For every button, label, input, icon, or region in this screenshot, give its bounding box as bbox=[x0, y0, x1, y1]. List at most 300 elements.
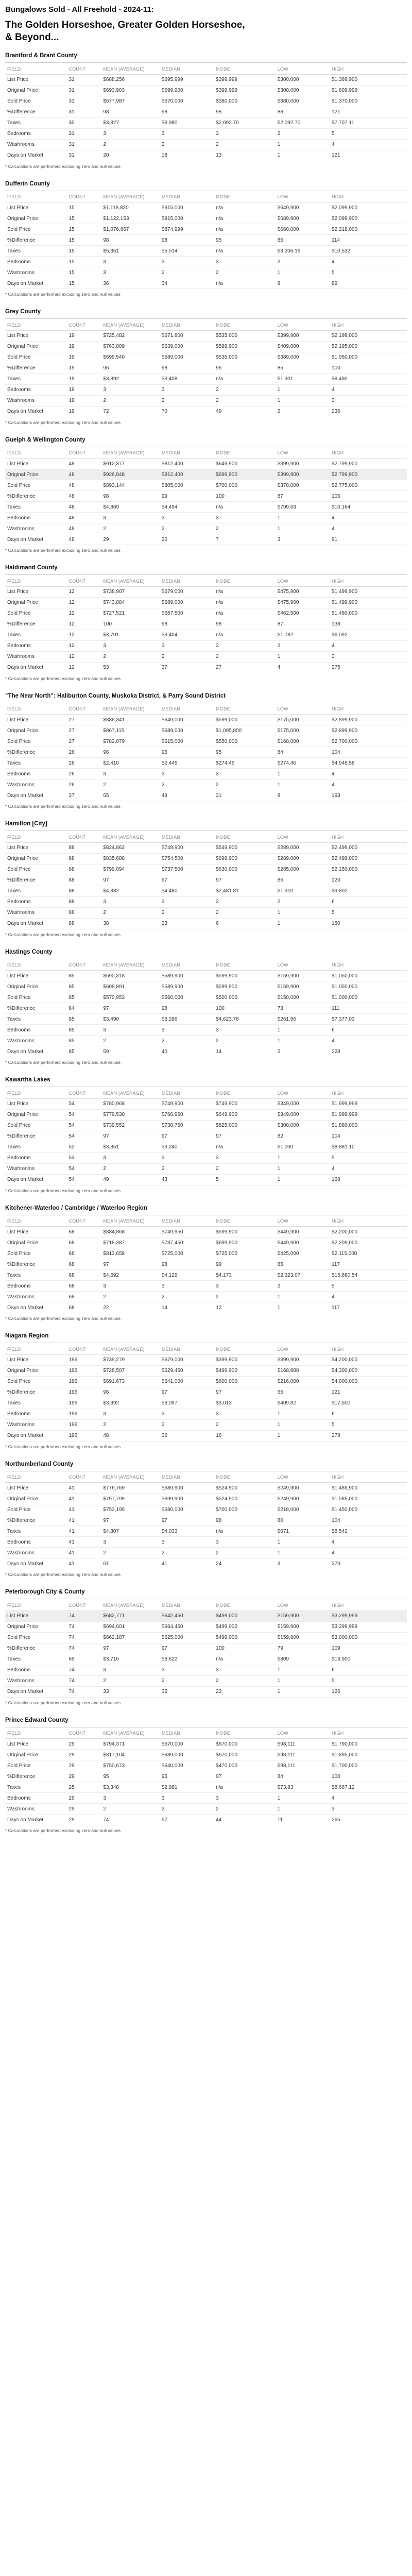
cell-mode: 3 bbox=[214, 1153, 276, 1163]
cell-count: 54 bbox=[67, 1120, 101, 1131]
column-header-high: HIGH bbox=[330, 320, 407, 330]
cell-low: 65 bbox=[276, 1387, 330, 1398]
cell-count: 27 bbox=[67, 725, 101, 736]
column-header-count: COUNT bbox=[67, 832, 101, 842]
cell-high: $13,900 bbox=[330, 1654, 407, 1665]
cell-count: 88 bbox=[67, 886, 101, 896]
cell-mode: 44 bbox=[214, 1815, 276, 1825]
cell-mean: $3,392 bbox=[101, 1398, 159, 1409]
table-row bbox=[5, 779, 407, 790]
cell-field: Taxes bbox=[5, 374, 67, 384]
cell-median: $664,450 bbox=[160, 1621, 214, 1632]
region-section bbox=[5, 436, 407, 553]
cell-mean: 2 bbox=[101, 139, 159, 150]
cell-field: Washrooms bbox=[5, 1675, 67, 1686]
cell-low: $289,000 bbox=[276, 842, 330, 853]
cell-mean: $718,387 bbox=[101, 1238, 159, 1248]
cell-mean: $694,601 bbox=[101, 1621, 159, 1632]
cell-count: 29 bbox=[67, 1804, 101, 1815]
column-header-mean: MEAN (AVERAGE) bbox=[101, 1728, 159, 1739]
cell-field: %Difference bbox=[5, 1771, 67, 1782]
cell-count: 31 bbox=[67, 85, 101, 96]
cell-field: Taxes bbox=[5, 246, 67, 257]
cell-median: 35 bbox=[160, 1686, 214, 1697]
cell-field: Washrooms bbox=[5, 1292, 67, 1302]
cell-high: $1,450,000 bbox=[330, 1504, 407, 1515]
cell-median: 3 bbox=[160, 384, 214, 395]
cell-low: 8 bbox=[276, 790, 330, 801]
cell-median: $670,000 bbox=[160, 1739, 214, 1750]
cell-count: 74 bbox=[67, 1686, 101, 1697]
table-row bbox=[5, 278, 407, 289]
cell-high: $10,164 bbox=[330, 502, 407, 513]
cell-high: $1,950,000 bbox=[330, 352, 407, 363]
cell-mode: $700,000 bbox=[214, 1504, 276, 1515]
cell-low: $809 bbox=[276, 1654, 330, 1665]
cell-high: 121 bbox=[330, 107, 407, 117]
cell-median: 70 bbox=[160, 406, 214, 417]
region-section bbox=[5, 1717, 407, 1834]
stats-table bbox=[5, 960, 407, 1058]
table-row bbox=[5, 1515, 407, 1526]
cell-mode: n/a bbox=[214, 608, 276, 619]
table-row bbox=[5, 491, 407, 502]
column-header-high: HIGH bbox=[330, 832, 407, 842]
cell-count: 41 bbox=[67, 1526, 101, 1537]
cell-high: 4 bbox=[330, 1793, 407, 1804]
cell-field: Original Price bbox=[5, 853, 67, 864]
table-row bbox=[5, 202, 407, 213]
stats-table bbox=[5, 192, 407, 290]
cell-low: $2,092.70 bbox=[276, 117, 330, 128]
cell-high: $7,377.03 bbox=[330, 1014, 407, 1025]
table-row bbox=[5, 1270, 407, 1281]
column-header-field: FIELD bbox=[5, 1472, 67, 1483]
cell-count: 12 bbox=[67, 608, 101, 619]
table-row bbox=[5, 150, 407, 161]
cell-high: $1,050,000 bbox=[330, 981, 407, 992]
cell-median: $641,000 bbox=[160, 1376, 214, 1387]
cell-high: 6 bbox=[330, 1025, 407, 1036]
table-row bbox=[5, 1611, 407, 1621]
region-section bbox=[5, 820, 407, 937]
cell-field: Bedrooms bbox=[5, 769, 67, 779]
cell-count: 85 bbox=[67, 1036, 101, 1046]
column-header-high: HIGH bbox=[330, 1728, 407, 1739]
column-header-count: COUNT bbox=[67, 320, 101, 330]
cell-field: Taxes bbox=[5, 886, 67, 896]
cell-mode: 3 bbox=[214, 1281, 276, 1292]
cell-mean: $3,701 bbox=[101, 630, 159, 640]
cell-median: $2,981 bbox=[160, 1782, 214, 1793]
table-row bbox=[5, 1292, 407, 1302]
cell-mode: 3 bbox=[214, 128, 276, 139]
footnote: * Calculations are performed excluding zero and null values bbox=[5, 931, 121, 937]
table-row bbox=[5, 1643, 407, 1654]
table-row bbox=[5, 1750, 407, 1760]
cell-mean: $570,953 bbox=[101, 992, 159, 1003]
region-section bbox=[5, 1461, 407, 1578]
cell-mean: 2 bbox=[101, 1419, 159, 1430]
table-row bbox=[5, 246, 407, 257]
cell-low: 1 bbox=[276, 779, 330, 790]
cell-low: 1 bbox=[276, 1036, 330, 1046]
cell-median: $749,900 bbox=[160, 842, 214, 853]
cell-field: Bedrooms bbox=[5, 257, 67, 267]
table-row bbox=[5, 502, 407, 513]
cell-high: $7,707.11 bbox=[330, 117, 407, 128]
cell-high: $8,881.10 bbox=[330, 1142, 407, 1153]
cell-median: $649,000 bbox=[160, 715, 214, 725]
cell-mode: 2 bbox=[214, 139, 276, 150]
cell-field: List Price bbox=[5, 1098, 67, 1109]
cell-count: 41 bbox=[67, 1515, 101, 1526]
cell-field: Days on Market bbox=[5, 662, 67, 673]
table-row bbox=[5, 224, 407, 235]
cell-field: Bedrooms bbox=[5, 128, 67, 139]
column-header-median: MEDIAN bbox=[160, 832, 214, 842]
cell-field: List Price bbox=[5, 74, 67, 85]
cell-high: $2,700,000 bbox=[330, 736, 407, 747]
cell-mean: $739,279 bbox=[101, 1354, 159, 1365]
cell-median: $730,750 bbox=[160, 1120, 214, 1131]
cell-low: 4 bbox=[276, 662, 330, 673]
region-title: Hamilton [City] bbox=[5, 820, 407, 831]
column-header-mode: MODE bbox=[214, 1472, 276, 1483]
cell-field: %Difference bbox=[5, 619, 67, 630]
cell-field: Washrooms bbox=[5, 395, 67, 406]
cell-low: 73 bbox=[276, 1003, 330, 1014]
table-row bbox=[5, 469, 407, 480]
cell-mode: n/a bbox=[214, 586, 276, 597]
cell-count: 26 bbox=[67, 779, 101, 790]
column-header-median: MEDIAN bbox=[160, 1600, 214, 1611]
table-header-row bbox=[5, 448, 407, 459]
region-title: Niagara Region bbox=[5, 1332, 407, 1343]
table-row bbox=[5, 1419, 407, 1430]
column-header-median: MEDIAN bbox=[160, 64, 214, 74]
cell-high: 4 bbox=[330, 1292, 407, 1302]
cell-count: 31 bbox=[67, 128, 101, 139]
cell-mean: $893,144 bbox=[101, 480, 159, 491]
cell-mean: $727,521 bbox=[101, 608, 159, 619]
cell-field: Bedrooms bbox=[5, 640, 67, 651]
footnote: * Calculations are performed excluding zero and null values bbox=[5, 163, 121, 169]
cell-count: 88 bbox=[67, 896, 101, 907]
cell-mean: $3,892 bbox=[101, 374, 159, 384]
region-sections bbox=[5, 52, 407, 1833]
cell-low: $399,900 bbox=[276, 459, 330, 469]
cell-low: 1 bbox=[276, 1686, 330, 1697]
cell-count: 54 bbox=[67, 1163, 101, 1174]
cell-field: Sold Price bbox=[5, 1248, 67, 1259]
cell-low: $399,900 bbox=[276, 330, 330, 341]
cell-mode: n/a bbox=[214, 374, 276, 384]
cell-count: 68 bbox=[67, 1270, 101, 1281]
cell-low: $380,000 bbox=[276, 96, 330, 107]
table-row bbox=[5, 597, 407, 608]
cell-count: 48 bbox=[67, 513, 101, 523]
cell-count: 31 bbox=[67, 150, 101, 161]
cell-median: $3,404 bbox=[160, 630, 214, 640]
cell-mode: $3,013 bbox=[214, 1398, 276, 1409]
cell-low: 1 bbox=[276, 1409, 330, 1419]
column-header-high: HIGH bbox=[330, 1216, 407, 1227]
cell-count: 48 bbox=[67, 459, 101, 469]
cell-high: $2,199,000 bbox=[330, 330, 407, 341]
cell-field: Bedrooms bbox=[5, 896, 67, 907]
cell-mode: n/a bbox=[214, 213, 276, 224]
cell-high: $6,092 bbox=[330, 630, 407, 640]
table-row bbox=[5, 886, 407, 896]
stats-table bbox=[5, 576, 407, 673]
cell-count: 12 bbox=[67, 651, 101, 662]
column-header-low: LOW bbox=[276, 192, 330, 202]
cell-field: List Price bbox=[5, 1739, 67, 1750]
cell-median: 2 bbox=[160, 907, 214, 918]
cell-mode: $700,000 bbox=[214, 480, 276, 491]
cell-median: 3 bbox=[160, 257, 214, 267]
table-row bbox=[5, 213, 407, 224]
cell-mode: 96 bbox=[214, 363, 276, 374]
cell-count: 74 bbox=[67, 1643, 101, 1654]
cell-mode: $599,000 bbox=[214, 715, 276, 725]
column-header-high: HIGH bbox=[330, 1472, 407, 1483]
cell-field: Original Price bbox=[5, 1109, 67, 1120]
cell-mean: 49 bbox=[101, 1174, 159, 1185]
cell-high: 5 bbox=[330, 1419, 407, 1430]
cell-low: 82 bbox=[276, 1131, 330, 1142]
stats-table bbox=[5, 1216, 407, 1314]
table-row bbox=[5, 459, 407, 469]
cell-median: 20 bbox=[160, 534, 214, 545]
cell-mode: $670,000 bbox=[214, 1739, 276, 1750]
cell-low: $475,900 bbox=[276, 586, 330, 597]
cell-high: 4 bbox=[330, 384, 407, 395]
cell-mode: n/a bbox=[214, 278, 276, 289]
table-row bbox=[5, 1537, 407, 1548]
cell-mode: 13 bbox=[214, 150, 276, 161]
cell-low: 1 bbox=[276, 395, 330, 406]
table-header-row bbox=[5, 1216, 407, 1227]
cell-high: $1,050,000 bbox=[330, 971, 407, 981]
cell-mode: 97 bbox=[214, 1387, 276, 1398]
cell-mean: $682,771 bbox=[101, 1611, 159, 1621]
cell-mode: $699,900 bbox=[214, 853, 276, 864]
column-header-mean: MEAN (AVERAGE) bbox=[101, 1344, 159, 1354]
table-row bbox=[5, 1494, 407, 1504]
cell-high: 180 bbox=[330, 918, 407, 929]
cell-mean: 38 bbox=[101, 918, 159, 929]
cell-field: Washrooms bbox=[5, 651, 67, 662]
cell-field: List Price bbox=[5, 715, 67, 725]
cell-mode: 2 bbox=[214, 1292, 276, 1302]
stats-table bbox=[5, 1600, 407, 1698]
table-row bbox=[5, 1365, 407, 1376]
cell-field: Bedrooms bbox=[5, 1793, 67, 1804]
cell-mean: 97 bbox=[101, 875, 159, 886]
cell-field: %Difference bbox=[5, 1515, 67, 1526]
cell-low: $218,000 bbox=[276, 1504, 330, 1515]
cell-low: $249,900 bbox=[276, 1494, 330, 1504]
cell-mean: 97 bbox=[101, 1131, 159, 1142]
cell-high: $4,300,000 bbox=[330, 1365, 407, 1376]
cell-mode: $535,000 bbox=[214, 352, 276, 363]
cell-high: 4 bbox=[330, 1537, 407, 1548]
cell-mode: 7 bbox=[214, 534, 276, 545]
cell-low: $274.46 bbox=[276, 758, 330, 769]
region-title: Northumberland County bbox=[5, 1461, 407, 1471]
cell-field: Taxes bbox=[5, 1270, 67, 1281]
column-header-mode: MODE bbox=[214, 1344, 276, 1354]
cell-mode: $380,000 bbox=[214, 96, 276, 107]
cell-count: 29 bbox=[67, 1760, 101, 1771]
column-header-count: COUNT bbox=[67, 1344, 101, 1354]
cell-count: 15 bbox=[67, 246, 101, 257]
cell-low: 1 bbox=[276, 150, 330, 161]
cell-low: 1 bbox=[276, 513, 330, 523]
cell-low: $159,900 bbox=[276, 981, 330, 992]
cell-field: Days on Market bbox=[5, 1046, 67, 1057]
cell-low: 2 bbox=[276, 406, 330, 417]
cell-high: 117 bbox=[330, 1302, 407, 1313]
table-row bbox=[5, 1163, 407, 1174]
stats-table bbox=[5, 1088, 407, 1185]
column-header-low: LOW bbox=[276, 320, 330, 330]
cell-mode: $4,173 bbox=[214, 1270, 276, 1281]
table-row bbox=[5, 1003, 407, 1014]
column-header-low: LOW bbox=[276, 1216, 330, 1227]
table-row bbox=[5, 1046, 407, 1057]
cell-low: $159,900 bbox=[276, 971, 330, 981]
cell-high: $2,799,900 bbox=[330, 469, 407, 480]
cell-low: 8 bbox=[276, 278, 330, 289]
region-section bbox=[5, 564, 407, 681]
cell-median: $812,400 bbox=[160, 459, 214, 469]
cell-mode: 2 bbox=[214, 1419, 276, 1430]
stats-table bbox=[5, 64, 407, 161]
cell-field: Washrooms bbox=[5, 1548, 67, 1558]
cell-mode: $4,623.78 bbox=[214, 1014, 276, 1025]
report-title: The Golden Horseshoe, Greater Golden Horseshoe, & Beyond... bbox=[5, 20, 245, 43]
cell-field: Sold Price bbox=[5, 608, 67, 619]
cell-median: $5,514 bbox=[160, 246, 214, 257]
table-row bbox=[5, 1621, 407, 1632]
cell-field: Washrooms bbox=[5, 1163, 67, 1174]
cell-mode: $399,999 bbox=[214, 74, 276, 85]
table-row bbox=[5, 896, 407, 907]
column-header-mean: MEAN (AVERAGE) bbox=[101, 576, 159, 586]
cell-mode: n/a bbox=[214, 630, 276, 640]
cell-mode: $399,999 bbox=[214, 85, 276, 96]
column-header-mode: MODE bbox=[214, 1088, 276, 1098]
stats-table bbox=[5, 1344, 407, 1442]
cell-count: 12 bbox=[67, 597, 101, 608]
cell-high: $2,899,900 bbox=[330, 725, 407, 736]
cell-low: $449,900 bbox=[276, 1227, 330, 1238]
cell-low: $449,900 bbox=[276, 1238, 330, 1248]
table-row bbox=[5, 747, 407, 758]
column-header-low: LOW bbox=[276, 960, 330, 971]
region-title: Grey County bbox=[5, 308, 407, 319]
cell-field: Original Price bbox=[5, 213, 67, 224]
table-row bbox=[5, 1014, 407, 1025]
cell-field: List Price bbox=[5, 971, 67, 981]
cell-median: $3,408 bbox=[160, 374, 214, 384]
cell-low: 1 bbox=[276, 1675, 330, 1686]
region-section bbox=[5, 52, 407, 169]
cell-mean: $693,903 bbox=[101, 85, 159, 96]
table-row bbox=[5, 1248, 407, 1259]
cell-count: 19 bbox=[67, 341, 101, 352]
cell-high: 278 bbox=[330, 1430, 407, 1441]
cell-count: 85 bbox=[67, 981, 101, 992]
cell-count: 196 bbox=[67, 1398, 101, 1409]
cell-mode: $599,900 bbox=[214, 341, 276, 352]
cell-median: 40 bbox=[160, 1046, 214, 1057]
cell-field: Original Price bbox=[5, 85, 67, 96]
table-row bbox=[5, 1036, 407, 1046]
cell-mode: $1,095,800 bbox=[214, 725, 276, 736]
stats-table bbox=[5, 704, 407, 802]
cell-median: $4,033 bbox=[160, 1526, 214, 1537]
region-section bbox=[5, 1588, 407, 1705]
cell-count: 26 bbox=[67, 747, 101, 758]
region-title: Hastings County bbox=[5, 948, 407, 959]
cell-mode: $524,900 bbox=[214, 1494, 276, 1504]
column-header-median: MEDIAN bbox=[160, 1344, 214, 1354]
cell-high: 121 bbox=[330, 150, 407, 161]
column-header-mode: MODE bbox=[214, 832, 276, 842]
table-header-row bbox=[5, 704, 407, 715]
cell-high: 4 bbox=[330, 1036, 407, 1046]
cell-mean: 36 bbox=[101, 278, 159, 289]
table-row bbox=[5, 725, 407, 736]
footnote: * Calculations are performed excluding zero and null values bbox=[5, 1316, 121, 1321]
cell-count: 196 bbox=[67, 1376, 101, 1387]
cell-median: $3,240 bbox=[160, 1142, 214, 1153]
column-header-mean: MEAN (AVERAGE) bbox=[101, 960, 159, 971]
cell-median: $766,950 bbox=[160, 1109, 214, 1120]
cell-mean: $836,341 bbox=[101, 715, 159, 725]
cell-field: %Difference bbox=[5, 1003, 67, 1014]
cell-mean: 2 bbox=[101, 395, 159, 406]
cell-mode: 49 bbox=[214, 406, 276, 417]
column-header-count: COUNT bbox=[67, 704, 101, 715]
cell-mean: 97 bbox=[101, 1259, 159, 1270]
table-row bbox=[5, 1302, 407, 1313]
cell-count: 19 bbox=[67, 384, 101, 395]
cell-mean: $780,968 bbox=[101, 1098, 159, 1109]
cell-mode: 12 bbox=[214, 1302, 276, 1313]
cell-mode: 3 bbox=[214, 640, 276, 651]
cell-mean: 61 bbox=[101, 1558, 159, 1569]
cell-mode: n/a bbox=[214, 1654, 276, 1665]
cell-field: %Difference bbox=[5, 1131, 67, 1142]
cell-low: 3 bbox=[276, 1558, 330, 1569]
cell-low: $349,000 bbox=[276, 1098, 330, 1109]
cell-field: Days on Market bbox=[5, 1174, 67, 1185]
cell-field: Washrooms bbox=[5, 1804, 67, 1815]
cell-low: $1,782 bbox=[276, 630, 330, 640]
cell-low: 1 bbox=[276, 1665, 330, 1675]
footnote: * Calculations are performed excluding zero and null values bbox=[5, 1828, 121, 1833]
cell-median: $3,622 bbox=[160, 1654, 214, 1665]
cell-count: 88 bbox=[67, 864, 101, 875]
cell-field: Taxes bbox=[5, 1398, 67, 1409]
table-row bbox=[5, 1504, 407, 1515]
cell-count: 85 bbox=[67, 971, 101, 981]
